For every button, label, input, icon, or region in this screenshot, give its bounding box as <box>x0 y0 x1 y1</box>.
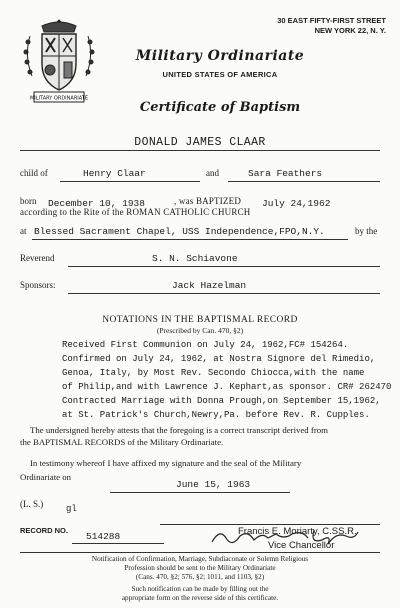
and-label: and <box>206 168 219 178</box>
name-rule <box>20 150 380 151</box>
baptism-place: Blessed Sacrament Chapel, USS Independence,FPO,N.Y. <box>34 226 325 237</box>
baptized-label: , was BAPTIZED <box>174 196 242 206</box>
baptism-date: July 24,1962 <box>262 198 331 209</box>
ordinariate-subtitle: UNITED STATES OF AMERICA <box>162 70 278 79</box>
birth-date: December 10, 1938 <box>48 198 145 209</box>
attestation-date: June 15, 1963 <box>176 479 251 490</box>
notations-prescribed: (Prescribed by Can. 470, §2) <box>156 326 244 335</box>
attestation-line-2: the BAPTISMAL RECORDS of the Military Ordinariate. <box>20 437 224 447</box>
ordinariate-title: Military Ordinariate <box>135 48 305 64</box>
attestation-line-4: Ordinariate on <box>20 472 72 482</box>
footer-line-2: Profession should be sent to the Military Ordinariate <box>124 564 276 572</box>
coat-of-arms-seal-icon <box>20 16 98 108</box>
address-line-2: NEW YORK 22, N. Y. <box>314 26 386 35</box>
address-block <box>277 16 386 36</box>
notation-line: Contracted Marriage with Donna Prough,on September 15,1962, <box>62 396 381 406</box>
ls-label: (L. S.) <box>20 499 44 509</box>
mother-rule <box>228 181 380 182</box>
child-of-label: child of <box>20 168 48 178</box>
certificate-title: Certificate of Baptism <box>139 100 301 115</box>
record-number: 514288 <box>86 531 121 542</box>
notations-heading: NOTATIONS IN THE BAPTISMAL RECORD <box>102 315 298 325</box>
notation-line: at St. Patrick's Church,Newry,Pa. before Rev. R. Cupples. <box>62 410 370 420</box>
signer-name: Francis E. Moriarty, C.SS.R. <box>238 526 357 537</box>
sponsors-rule <box>68 293 380 294</box>
address-line-1: 30 EAST FIFTY-FIRST STREET <box>277 16 386 25</box>
initials: gl <box>66 504 77 514</box>
seal-label: MILITARY ORDINARIATE <box>29 95 89 102</box>
signature-rule <box>160 524 380 525</box>
reverend-rule <box>68 266 380 267</box>
sponsors-label: Sponsors: <box>20 280 56 290</box>
place-rule <box>32 239 348 240</box>
footer-line-1: Notification of Confirmation, Marriage, Subdiaconate or Solemn Religious <box>91 555 309 563</box>
father-rule <box>60 181 200 182</box>
notation-line: Confirmed on July 24, 1962, at Nostra Signore del Rimedio, <box>62 354 376 364</box>
footer-line-5: appropriate form on the reverse side of this certificate. <box>121 594 279 602</box>
attestation-line-1: The undersigned hereby attests that the foregoing is a correct transcript derived from <box>30 425 329 435</box>
record-no-label: RECORD NO. <box>20 526 68 535</box>
footer-line-3: (Cans. 470, §2; 576, §2; 1011, and 1103, §2) <box>135 573 265 581</box>
mother-name: Sara Feathers <box>248 168 323 179</box>
signer-title: Vice Chancellor <box>268 540 335 551</box>
father-name: Henry Claar <box>83 168 146 179</box>
notation-line: of Philip,and with Lawrence J. Kephart,as sponsor. CR# 262470 <box>62 382 392 392</box>
reverend-label: Reverend <box>20 253 55 263</box>
notation-line: Genoa, Italy, by Most Rev. Secondo Chiocca,with the name <box>62 368 365 378</box>
date-rule <box>110 492 290 493</box>
reverend-name: S. N. Schiavone <box>152 253 238 264</box>
rite-text: according to the Rite of the ROMAN CATHOLIC CHURCH <box>20 207 251 217</box>
at-label: at <box>20 226 27 236</box>
notation-line: Received First Communion on July 24, 1962,FC# 154264. <box>62 340 349 350</box>
footer-line-4: Such notification can be made by filling out the <box>131 585 269 593</box>
footer-rule <box>20 552 380 553</box>
born-label: born <box>20 196 37 206</box>
baptized-name: DONALD JAMES CLAAR <box>134 136 266 149</box>
sponsors-names: Jack Hazelman <box>172 280 247 291</box>
attestation-line-3: In testimony whereof I have affixed my signature and the seal of the Military <box>30 458 302 468</box>
record-no-rule <box>72 543 164 544</box>
by-the-label: by the <box>355 226 378 236</box>
